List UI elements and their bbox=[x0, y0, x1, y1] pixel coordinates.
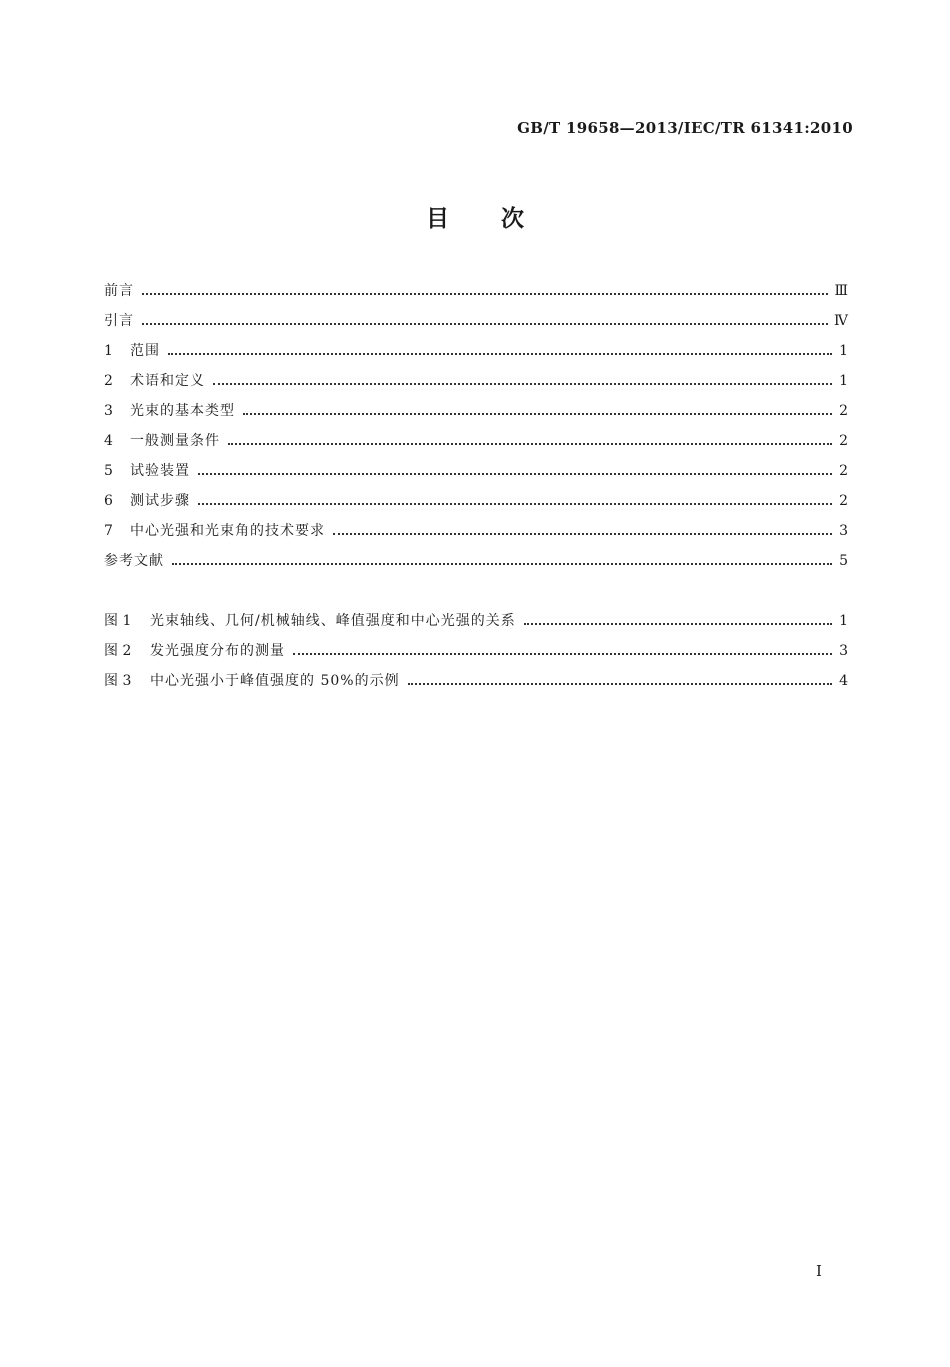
dot-leader bbox=[333, 519, 832, 535]
toc-figure-page: 1 bbox=[839, 613, 848, 629]
toc-entry-beam-types[interactable] bbox=[104, 399, 848, 429]
toc-entry-terms[interactable] bbox=[104, 369, 848, 399]
dot-leader bbox=[213, 369, 832, 385]
dot-leader bbox=[293, 639, 832, 655]
toc-figure-3[interactable] bbox=[104, 669, 848, 699]
dot-leader bbox=[168, 339, 832, 355]
toc-entry-number: 2 bbox=[104, 373, 113, 389]
toc-figure-label: 光束轴线、几何/机械轴线、峰值强度和中心光强的关系 bbox=[150, 613, 516, 629]
toc-entry-label: 引言 bbox=[104, 313, 134, 329]
toc-entry-page: Ⅲ bbox=[834, 283, 848, 299]
toc-entry-number: 4 bbox=[104, 433, 113, 449]
toc-figure-number: 图 2 bbox=[104, 643, 132, 659]
toc-entry-number: 3 bbox=[104, 403, 113, 419]
toc-figure-number: 图 1 bbox=[104, 613, 132, 629]
page-title: 目次 bbox=[426, 205, 576, 232]
toc-entry-page: 2 bbox=[839, 463, 848, 479]
toc-entry-test-procedure[interactable] bbox=[104, 489, 848, 519]
toc-entry-page: 5 bbox=[839, 553, 848, 569]
toc-entry-page: 2 bbox=[839, 433, 848, 449]
toc-figures bbox=[104, 609, 848, 699]
toc-entry-label: 范围 bbox=[130, 343, 160, 359]
toc-entries bbox=[104, 279, 848, 579]
dot-leader bbox=[243, 399, 832, 415]
dot-leader bbox=[524, 609, 832, 625]
page-number: I bbox=[816, 1262, 822, 1280]
toc-entry-number: 7 bbox=[104, 523, 113, 539]
dot-leader bbox=[142, 309, 828, 325]
toc-entry-label: 测试步骤 bbox=[130, 493, 190, 509]
toc-entry-label: 术语和定义 bbox=[130, 373, 205, 389]
toc-entry-page: 3 bbox=[839, 523, 848, 539]
toc-entry-scope[interactable] bbox=[104, 339, 848, 369]
toc-entry-number: 5 bbox=[104, 463, 113, 479]
toc-entry-measurement-conditions[interactable] bbox=[104, 429, 848, 459]
toc-entry-page: 1 bbox=[839, 373, 848, 389]
dot-leader bbox=[198, 459, 832, 475]
dot-leader bbox=[198, 489, 832, 505]
dot-leader bbox=[228, 429, 832, 445]
toc-entry-page: Ⅳ bbox=[834, 313, 848, 329]
toc-entry-number: 6 bbox=[104, 493, 113, 509]
toc-entry-page: 2 bbox=[839, 403, 848, 419]
toc-figure-page: 4 bbox=[839, 673, 848, 689]
toc-figure-2[interactable] bbox=[104, 639, 848, 669]
toc-entry-label: 参考文献 bbox=[104, 553, 164, 569]
toc-entry-page: 1 bbox=[839, 343, 848, 359]
toc-figure-1[interactable] bbox=[104, 609, 848, 639]
dot-leader bbox=[408, 669, 832, 685]
toc-entry-introduction[interactable] bbox=[104, 309, 848, 339]
toc-figure-label: 发光强度分布的测量 bbox=[150, 643, 285, 659]
toc-entry-test-apparatus[interactable] bbox=[104, 459, 848, 489]
toc-entry-bibliography[interactable] bbox=[104, 549, 848, 579]
toc-figure-number: 图 3 bbox=[104, 673, 132, 689]
toc-entry-requirements[interactable] bbox=[104, 519, 848, 549]
dot-leader bbox=[142, 279, 828, 295]
toc-entry-label: 一般测量条件 bbox=[130, 433, 220, 449]
toc-entry-label: 中心光强和光束角的技术要求 bbox=[130, 523, 325, 539]
document-code: GB/T 19658—2013/IEC/TR 61341:2010 bbox=[517, 119, 853, 137]
toc-figure-label: 中心光强小于峰值强度的 50%的示例 bbox=[150, 673, 400, 689]
toc-entry-label: 光束的基本类型 bbox=[130, 403, 235, 419]
toc-entry-page: 2 bbox=[839, 493, 848, 509]
toc-entry-number: 1 bbox=[104, 343, 113, 359]
toc-entry-label: 前言 bbox=[104, 283, 134, 299]
toc-entry-foreword[interactable] bbox=[104, 279, 848, 309]
toc-entry-label: 试验装置 bbox=[130, 463, 190, 479]
toc-figure-page: 3 bbox=[839, 643, 848, 659]
dot-leader bbox=[172, 549, 832, 565]
